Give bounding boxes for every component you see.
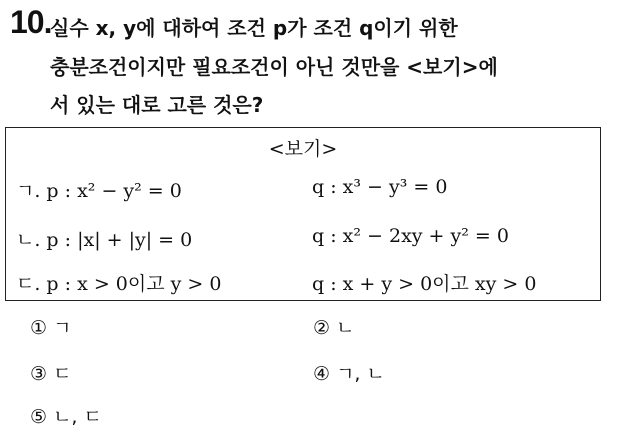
bogi-condition-p: ㄷ. p : x > 0이고 y > 0	[16, 273, 222, 295]
bogi-condition-q: q : x² − 2xy + y² = 0	[312, 225, 509, 247]
bogi-condition-q: q : x + y > 0이고 xy > 0	[312, 273, 537, 295]
bogi-row-3	[16, 269, 596, 299]
bogi-condition-q: q : x³ − y³ = 0	[312, 176, 448, 198]
bogi-condition-p: ㄱ. p : x² − y² = 0	[16, 180, 182, 202]
bogi-row-2	[16, 225, 596, 255]
bogi-title: <보기>	[268, 138, 338, 160]
answer-choice-2[interactable]: ② ㄴ	[313, 317, 355, 339]
question-number: 10.	[10, 4, 52, 40]
question-text-line-2: 충분조건이지만 필요조건이 아닌 것만을 <보기>에	[50, 55, 498, 79]
question-text-line-1: 실수 x, y에 대하여 조건 p가 조건 q이기 위한	[50, 16, 458, 40]
answer-choice-5[interactable]: ⑤ ㄴ, ㄷ	[30, 406, 102, 428]
bogi-row-1	[16, 176, 596, 206]
bogi-box	[5, 127, 601, 301]
question-text-line-3: 서 있는 대로 고른 것은?	[50, 93, 264, 117]
answer-choice-4[interactable]: ④ ㄱ, ㄴ	[313, 363, 385, 385]
bogi-condition-p: ㄴ. p : |x| + |y| = 0	[16, 229, 193, 251]
answer-choice-3[interactable]: ③ ㄷ	[30, 363, 72, 385]
answer-choice-1[interactable]: ① ㄱ	[30, 317, 72, 339]
